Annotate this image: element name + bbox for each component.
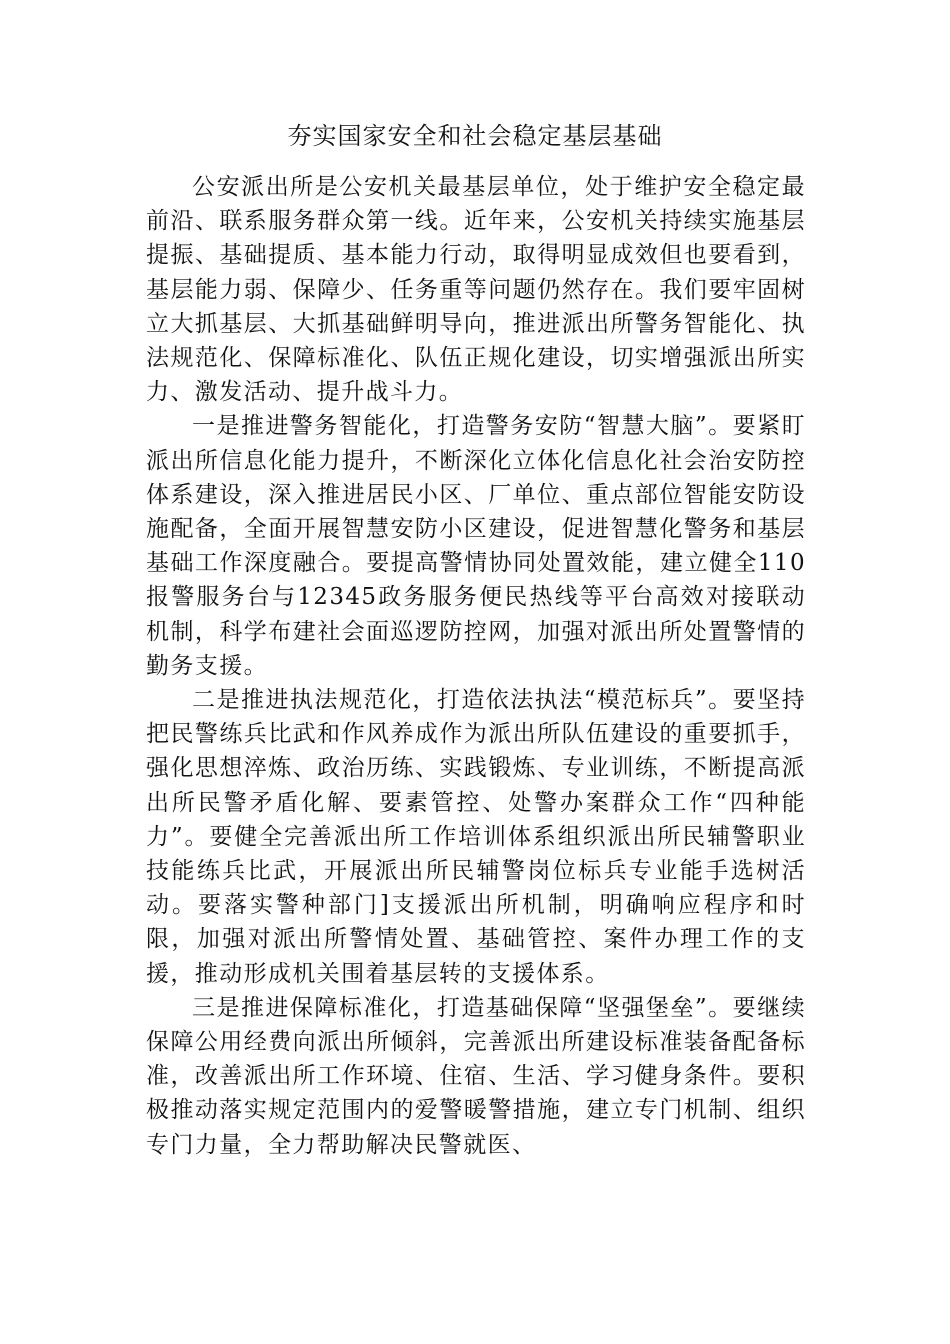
paragraph-point-one: 一是推进警务智能化，打造警务安防“智慧大脑”。要紧盯派出所信息化能力提升，不断深化立体化信息化社会治安防控体系建设，深入推进居民小区、厂单位、重点部位智能安防设施配备，全面开展智慧安防小区建设，促进智慧化警务和基层基础工作深度融合。要提高警情协同处置效能，建立健全110报警服务台与12345政务服务便民热线等平台高效对接联动机制，科学布建社会面巡逻防控网，加强对派出所处置警情的勤务支援。 [146, 413, 806, 679]
paragraph-point-two: 二是推进执法规范化，打造依法执法“模范标兵”。要坚持把民警练兵比武和作风养成作为派出所队伍建设的重要抓手，强化思想淬炼、政治历练、实践锻炼、专业训练，不断提高派出所民警矛盾化解、要素管控、处警办案群众工作“四种能力”。要健全完善派出所工作培训体系组织派出所民辅警职业技能练兵比武，开展派出所民辅警岗位标兵专业能手选树活动。要落实警种部门]支援派出所机制，明确响应程序和时限，加强对派出所警情处置、基础管控、案件办理工作的支援，推动形成机关围着基层转的支援体系。 [146, 687, 806, 987]
document-title: 夯实国家安全和社会稳定基层基础 [287, 122, 663, 150]
paragraph-point-three: 三是推进保障标准化，打造基础保障“坚强堡垒”。要继续保障公用经费向派出所倾斜，完善派出所建设标准装备配备标准，改善派出所工作环境、住宿、生活、学习健身条件。要积极推动落实规定范围内的爱警暖警措施，建立专门机制、组织专门力量，全力帮助解决民警就医、 [146, 994, 806, 1158]
paragraph-intro: 公安派出所是公安机关最基层单位，处于维护安全稳定最前沿、联系服务群众第一线。近年来，公安机关持续实施基层提振、基础提质、基本能力行动，取得明显成效但也要看到，基层能力弱、保障少、任务重等问题仍然存在。我们要牢固树立大抓基层、大抓基础鲜明导向，推进派出所警务智能化、执法规范化、保障标准化、队伍正规化建设，切实增强派出所实力、激发活动、提升战斗力。 [146, 174, 806, 406]
document-body [146, 170, 806, 1162]
